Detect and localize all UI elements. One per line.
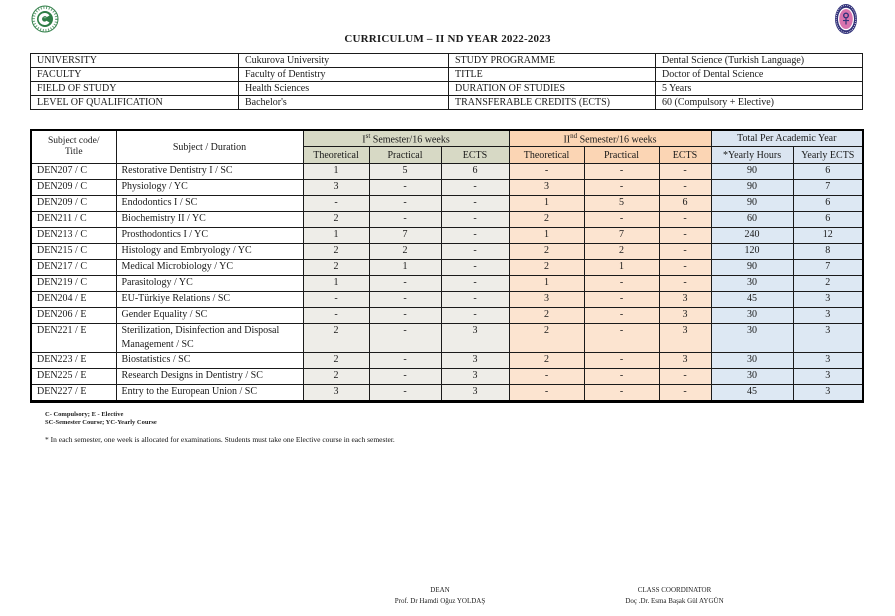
sem1-theoretical-cell: 2 [303, 324, 369, 353]
sem1-ects-cell: - [441, 196, 509, 212]
info-value-university: Cukurova University [239, 54, 449, 68]
yearly-hours-cell: 30 [711, 369, 793, 385]
subject-duration-cell: Biochemistry II / YC [116, 212, 303, 228]
sem2-ects-cell: - [659, 276, 711, 292]
yearly-hours-cell: 30 [711, 308, 793, 324]
table-row [31, 228, 863, 244]
yearly-hours-cell: 45 [711, 385, 793, 402]
sem1-ects-cell: 3 [441, 385, 509, 402]
header-sem1-practical: Practical [369, 147, 441, 164]
sem2-ordinal-sup: nd [570, 131, 578, 140]
subject-code-cell: DEN223 / E [31, 353, 116, 369]
sem1-theoretical-cell: 1 [303, 164, 369, 180]
dentistry-faculty-logo [834, 3, 858, 35]
header-sem1-theoretical: Theoretical [303, 147, 369, 164]
yearly-ects-cell: 3 [793, 292, 863, 308]
sem1-theoretical-cell: 2 [303, 369, 369, 385]
subject-duration-cell: Medical Microbiology / YC [116, 260, 303, 276]
yearly-ects-cell: 12 [793, 228, 863, 244]
subject-duration-cell: Endodontics I / SC [116, 196, 303, 212]
sem2-ects-cell: - [659, 369, 711, 385]
coordinator-signature-block [567, 585, 782, 607]
sem1-theoretical-cell: 2 [303, 260, 369, 276]
sem2-theoretical-cell: 2 [509, 324, 584, 353]
sem1-practical-cell: 1 [369, 260, 441, 276]
sem2-ects-cell: 3 [659, 308, 711, 324]
sem1-label: Semester/16 weeks [370, 134, 450, 146]
subject-code-cell: DEN206 / E [31, 308, 116, 324]
table-row [31, 353, 863, 369]
info-label-title: TITLE [449, 68, 656, 82]
yearly-hours-cell: 90 [711, 196, 793, 212]
subject-duration-cell: Entry to the European Union / SC [116, 385, 303, 402]
header-sem2-ects: ECTS [659, 147, 711, 164]
sem2-practical-cell: 5 [584, 196, 659, 212]
sem1-theoretical-cell: 1 [303, 276, 369, 292]
table-row [31, 212, 863, 228]
yearly-hours-cell: 90 [711, 260, 793, 276]
subject-code-cell: DEN209 / C [31, 180, 116, 196]
sem2-theoretical-cell: - [509, 164, 584, 180]
header-sem2-theoretical: Theoretical [509, 147, 584, 164]
sem1-ects-cell: - [441, 180, 509, 196]
info-label-faculty: FACULTY [31, 68, 239, 82]
info-label-qualification: LEVEL OF QUALIFICATION [31, 96, 239, 110]
info-value-qualification: Bachelor's [239, 96, 449, 110]
sem1-practical-cell: - [369, 353, 441, 369]
info-label-credits: TRANSFERABLE CREDITS (ECTS) [449, 96, 656, 110]
header-sem2-practical: Practical [584, 147, 659, 164]
sem1-theoretical-cell: 2 [303, 244, 369, 260]
sem1-ects-cell: 6 [441, 164, 509, 180]
sem2-ects-cell: - [659, 228, 711, 244]
yearly-ects-cell: 6 [793, 196, 863, 212]
sem2-ects-cell: 6 [659, 196, 711, 212]
footnote-course-types: SC-Semester Course; YC-Yearly Course [45, 419, 157, 426]
header-sem1-ects: ECTS [441, 147, 509, 164]
sem1-theoretical-cell: 3 [303, 180, 369, 196]
subject-duration-cell: Physiology / YC [116, 180, 303, 196]
subject-code-cell: DEN221 / E [31, 324, 116, 353]
subject-duration-cell: Biostatistics / SC [116, 353, 303, 369]
sem2-practical-cell: 1 [584, 260, 659, 276]
subject-duration-cell: Restorative Dentistry I / SC [116, 164, 303, 180]
subject-code-cell: DEN227 / E [31, 385, 116, 402]
sem2-practical-cell: - [584, 353, 659, 369]
sem1-practical-cell: - [369, 385, 441, 402]
subject-code-cell: DEN207 / C [31, 164, 116, 180]
yearly-hours-cell: 45 [711, 292, 793, 308]
subject-duration-cell: EU-Türkiye Relations / SC [116, 292, 303, 308]
header-semester2-group [509, 130, 711, 147]
sem2-ects-cell: - [659, 244, 711, 260]
yearly-hours-cell: 90 [711, 164, 793, 180]
sem2-theoretical-cell: - [509, 385, 584, 402]
sem2-practical-cell: 2 [584, 244, 659, 260]
table-row [31, 180, 863, 196]
table-row [31, 164, 863, 180]
yearly-ects-cell: 3 [793, 353, 863, 369]
info-value-title: Doctor of Dental Science [656, 68, 863, 82]
info-value-field-of-study: Health Sciences [239, 82, 449, 96]
info-label-field-of-study: FIELD OF STUDY [31, 82, 239, 96]
sem2-theoretical-cell: - [509, 369, 584, 385]
yearly-ects-cell: 3 [793, 369, 863, 385]
sem1-ects-cell: - [441, 292, 509, 308]
sem1-practical-cell: - [369, 308, 441, 324]
subject-code-cell: DEN225 / E [31, 369, 116, 385]
table-row [31, 260, 863, 276]
header-yearly-hours: *Yearly Hours [711, 147, 793, 164]
sem1-ects-cell: 3 [441, 324, 509, 353]
sem1-theoretical-cell: 2 [303, 353, 369, 369]
info-value-faculty: Faculty of Dentistry [239, 68, 449, 82]
yearly-ects-cell: 2 [793, 276, 863, 292]
header-subject-code-line2: Title [64, 147, 83, 157]
sem1-practical-cell: - [369, 180, 441, 196]
yearly-ects-cell: 3 [793, 308, 863, 324]
dean-signature-block [345, 585, 535, 607]
sem2-ects-cell: - [659, 385, 711, 402]
subject-duration-cell: Gender Equality / SC [116, 308, 303, 324]
sem1-practical-cell: - [369, 276, 441, 292]
sem2-theoretical-cell: 2 [509, 308, 584, 324]
table-row [31, 385, 863, 402]
sem2-theoretical-cell: 1 [509, 228, 584, 244]
curriculum-table [30, 129, 864, 403]
subject-code-cell: DEN204 / E [31, 292, 116, 308]
sem2-numeral: II [563, 134, 571, 146]
table-group-header-row [31, 130, 863, 147]
coordinator-name: Doç .Dr. Esma Başak Gül AYGÜN [625, 597, 724, 605]
yearly-ects-cell: 6 [793, 212, 863, 228]
subject-duration-cell: Research Designs in Dentistry / SC [116, 369, 303, 385]
sem2-theoretical-cell: 1 [509, 196, 584, 212]
info-row [31, 54, 863, 68]
sem1-theoretical-cell: 3 [303, 385, 369, 402]
table-row [31, 244, 863, 260]
yearly-ects-cell: 7 [793, 260, 863, 276]
sem1-practical-cell: - [369, 292, 441, 308]
sem2-practical-cell: 7 [584, 228, 659, 244]
info-label-university: UNIVERSITY [31, 54, 239, 68]
sem1-ects-cell: 3 [441, 369, 509, 385]
header-yearly-ects: Yearly ECTS [793, 147, 863, 164]
info-label-duration: DURATION OF STUDIES [449, 82, 656, 96]
table-row [31, 196, 863, 212]
curriculum-table-body [31, 164, 863, 402]
info-value-duration: 5 Years [656, 82, 863, 96]
info-value-credits: 60 (Compulsory + Elective) [656, 96, 863, 110]
sem2-ects-cell: 3 [659, 324, 711, 353]
sem2-theoretical-cell: 3 [509, 292, 584, 308]
footnote-compulsory-elective: C- Compulsory; E - Elective [45, 411, 124, 418]
abbreviation-footnotes [45, 411, 157, 427]
sem2-practical-cell: - [584, 180, 659, 196]
university-seal-icon [31, 5, 59, 33]
sem1-theoretical-cell: - [303, 196, 369, 212]
faculty-seal-icon [834, 3, 858, 35]
subject-code-cell: DEN217 / C [31, 260, 116, 276]
subject-duration-cell: Parasitology / YC [116, 276, 303, 292]
subject-code-cell: DEN213 / C [31, 228, 116, 244]
info-row [31, 96, 863, 110]
sem2-ects-cell: - [659, 164, 711, 180]
sem2-ects-cell: - [659, 180, 711, 196]
yearly-hours-cell: 90 [711, 180, 793, 196]
table-row [31, 292, 863, 308]
cukurova-university-logo [31, 5, 59, 33]
dean-name: Prof. Dr Hamdi Oğuz YOLDAŞ [394, 597, 486, 605]
sem1-practical-cell: - [369, 212, 441, 228]
sem2-practical-cell: - [584, 308, 659, 324]
header-subject-code-line1: Subject code/ [48, 135, 100, 146]
sem1-ects-cell: - [441, 260, 509, 276]
yearly-hours-cell: 240 [711, 228, 793, 244]
yearly-hours-cell: 30 [711, 353, 793, 369]
yearly-hours-cell: 30 [711, 324, 793, 353]
yearly-ects-cell: 3 [793, 324, 863, 353]
yearly-ects-cell: 8 [793, 244, 863, 260]
subject-duration-cell: Sterilization, Disinfection and Disposal Management / SC [116, 324, 303, 353]
sem1-numeral: I [362, 134, 366, 146]
table-row [31, 308, 863, 324]
sem2-theoretical-cell: 3 [509, 180, 584, 196]
sem2-practical-cell: - [584, 292, 659, 308]
sem2-theoretical-cell: 2 [509, 260, 584, 276]
sem1-ects-cell: 3 [441, 353, 509, 369]
sem1-theoretical-cell: - [303, 308, 369, 324]
sem1-theoretical-cell: 2 [303, 212, 369, 228]
sem1-practical-cell: - [369, 369, 441, 385]
sem2-label: Semester/16 weeks [577, 134, 657, 146]
sem2-practical-cell: - [584, 276, 659, 292]
sem2-practical-cell: - [584, 369, 659, 385]
coordinator-title: CLASS COORDINATOR [637, 586, 712, 594]
header-subject-code [31, 130, 116, 164]
info-value-study-programme: Dental Science (Turkish Language) [656, 54, 863, 68]
sem2-theoretical-cell: 1 [509, 276, 584, 292]
header-subject-duration: Subject / Duration [116, 130, 303, 164]
subject-code-cell: DEN215 / C [31, 244, 116, 260]
sem1-practical-cell: - [369, 324, 441, 353]
sem1-practical-cell: 7 [369, 228, 441, 244]
sem2-theoretical-cell: 2 [509, 244, 584, 260]
sem1-theoretical-cell: - [303, 292, 369, 308]
subject-code-cell: DEN211 / C [31, 212, 116, 228]
sem2-ects-cell: 3 [659, 353, 711, 369]
sem1-practical-cell: 2 [369, 244, 441, 260]
sem1-ects-cell: - [441, 276, 509, 292]
yearly-ects-cell: 3 [793, 385, 863, 402]
examination-note: * In each semester, one week is allocated for examinations. Students must take one Elective course in each semester. [45, 435, 395, 444]
page-title: CURRICULUM – II ND YEAR 2022-2023 [344, 33, 551, 45]
yearly-hours-cell: 30 [711, 276, 793, 292]
programme-info-table [30, 53, 863, 110]
dean-title: DEAN [430, 586, 450, 594]
sem2-ects-cell: - [659, 212, 711, 228]
info-row [31, 68, 863, 82]
info-row [31, 82, 863, 96]
sem2-practical-cell: - [584, 385, 659, 402]
subject-code-cell: DEN209 / C [31, 196, 116, 212]
yearly-ects-cell: 7 [793, 180, 863, 196]
sem1-ordinal-sup: st [365, 131, 371, 140]
subject-duration-cell: Histology and Embryology / YC [116, 244, 303, 260]
table-row [31, 369, 863, 385]
subject-code-cell: DEN219 / C [31, 276, 116, 292]
sem2-practical-cell: - [584, 324, 659, 353]
sem1-practical-cell: - [369, 196, 441, 212]
sem2-ects-cell: - [659, 260, 711, 276]
sem1-ects-cell: - [441, 244, 509, 260]
sem1-ects-cell: - [441, 228, 509, 244]
info-label-study-programme: STUDY PROGRAMME [449, 54, 656, 68]
sem2-practical-cell: - [584, 164, 659, 180]
table-row [31, 276, 863, 292]
sem1-practical-cell: 5 [369, 164, 441, 180]
sem2-theoretical-cell: 2 [509, 212, 584, 228]
sem2-practical-cell: - [584, 212, 659, 228]
header-total-group: Total Per Academic Year [711, 130, 863, 147]
yearly-hours-cell: 60 [711, 212, 793, 228]
sem2-ects-cell: 3 [659, 292, 711, 308]
yearly-hours-cell: 120 [711, 244, 793, 260]
sem1-ects-cell: - [441, 212, 509, 228]
subject-duration-cell: Prosthodontics I / YC [116, 228, 303, 244]
sem1-theoretical-cell: 1 [303, 228, 369, 244]
header-semester1-group [303, 130, 509, 147]
table-row [31, 324, 863, 353]
sem1-ects-cell: - [441, 308, 509, 324]
yearly-ects-cell: 6 [793, 164, 863, 180]
sem2-theoretical-cell: 2 [509, 353, 584, 369]
